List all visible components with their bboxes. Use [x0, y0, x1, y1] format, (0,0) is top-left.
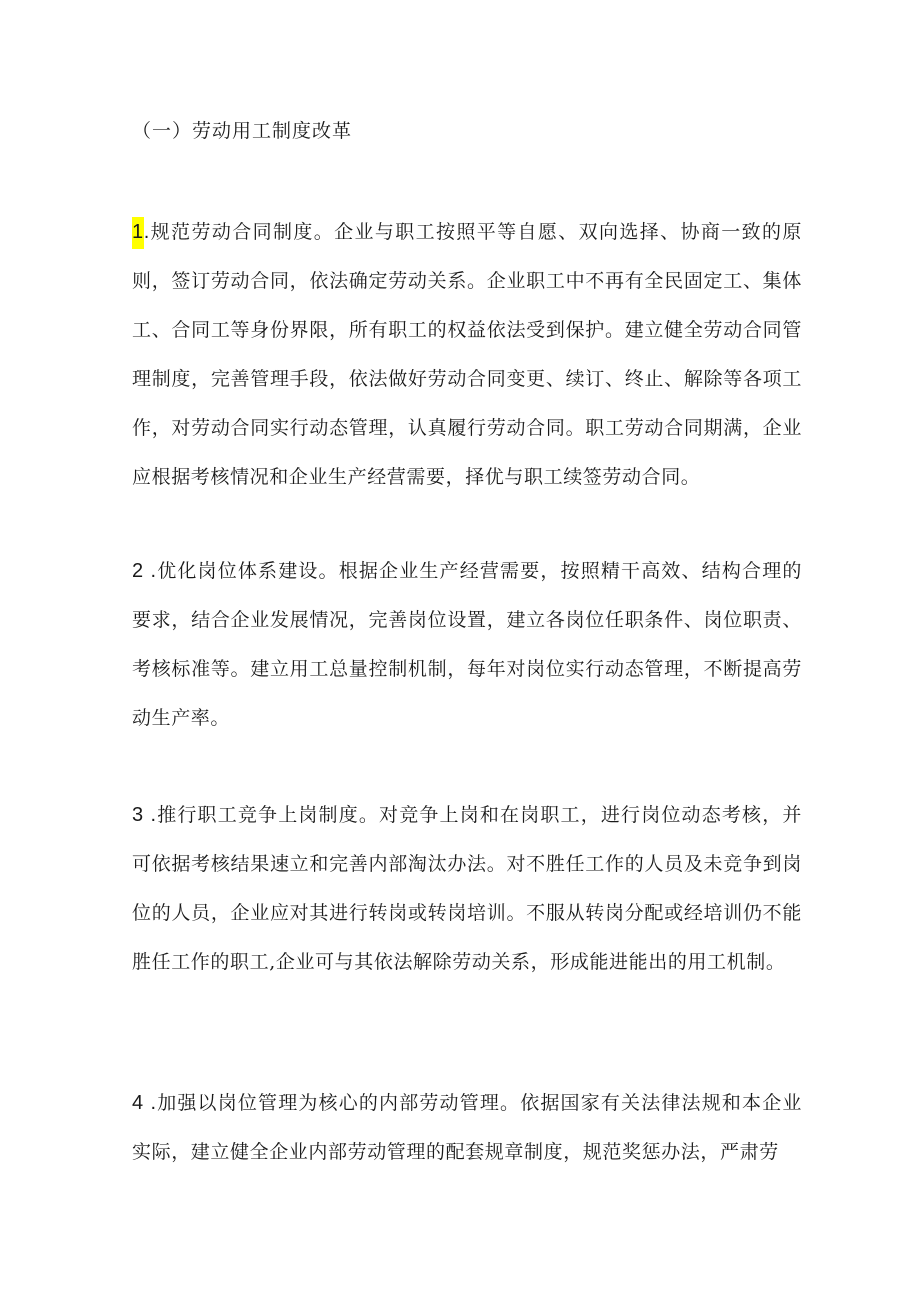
paragraph-1	[132, 208, 802, 502]
section-heading: （一）劳动用工制度改革	[132, 120, 353, 142]
paragraph-3	[132, 791, 802, 987]
paragraph-text: 加强以岗位管理为核心的内部劳动管理。依据国家有关法律法规和本企业实际，建立健全企业内部劳动管理的配套规章制度，规范奖惩办法，严肃劳	[132, 1092, 802, 1163]
paragraph-2	[132, 547, 802, 743]
paragraph-number-separator: .	[143, 804, 157, 826]
paragraph-4	[132, 1079, 802, 1177]
paragraph-number-separator: .	[143, 1092, 157, 1114]
paragraph-number-highlighted: 1	[132, 217, 144, 249]
paragraph-number-separator: .	[143, 221, 150, 243]
paragraph-number-separator: .	[143, 560, 157, 582]
paragraph-text: 优化岗位体系建设。根据企业生产经营需要，按照精干高效、结构合理的要求，结合企业发展情况，完善岗位设置，建立各岗位任职条件、岗位职责、考核标准等。建立用工总量控制机制，每年对岗位实行动态管理，不断提高劳动生产率。	[132, 560, 802, 729]
paragraph-text: 推行职工竞争上岗制度。对竞争上岗和在岗职工，进行岗位动态考核，并可依据考核结果速立和完善内部淘汰办法。对不胜任工作的人员及未竞争到岗位的人员，企业应对其进行转岗或转岗培训。不服从转岗分配或经培训仍不能胜任工作的职工,企业可与其依法解除劳动关系，形成能进能出的用工机制。	[132, 804, 802, 973]
paragraph-text: 规范劳动合同制度。企业与职工按照平等自愿、双向选择、协商一致的原则，签订劳动合同，依法确定劳动关系。企业职工中不再有全民固定工、集体工、合同工等身份界限，所有职工的权益依法受到保护。建立健全劳动合同管理制度，完善管理手段，依法做好劳动合同变更、续订、终止、解除等各项工作，对劳动合同实行动态管理，认真履行劳动合同。职工劳动合同期满，企业应根据考核情况和企业生产经营需要，择优与职工续签劳动合同。	[132, 221, 802, 488]
paragraph-number: 4	[132, 1092, 144, 1114]
paragraph-number: 3	[132, 804, 144, 826]
paragraph-number: 2	[132, 560, 144, 582]
